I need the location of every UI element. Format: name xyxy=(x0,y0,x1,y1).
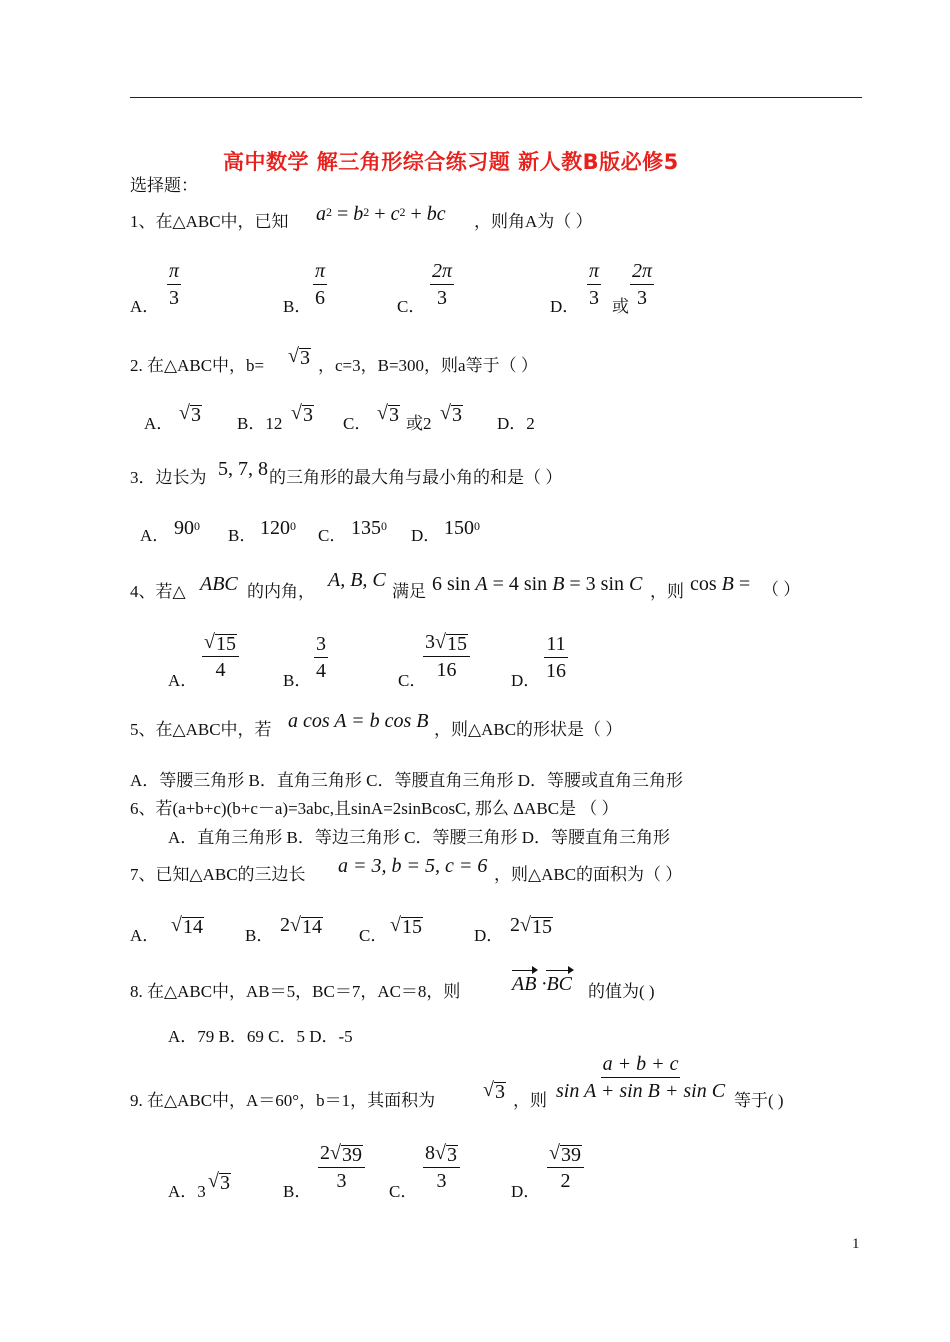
q4-stem-c: 满足 xyxy=(392,582,426,601)
q4-angles: A, B, C xyxy=(328,569,386,591)
q2-sqrt-c2: √ 3 xyxy=(440,402,462,426)
q7-option-c: C． xyxy=(359,926,388,945)
q9-stem-b: ，则 xyxy=(513,1091,547,1110)
q1-frac-c: $\frac{2\pi}{3}$ xyxy=(432,260,453,309)
q2-sqrt-b: √ 3 xyxy=(288,345,310,369)
q7-option-a: A． xyxy=(130,926,160,945)
q9-option-a: A．3 xyxy=(168,1182,206,1201)
q4-stem-b: 的内角， xyxy=(247,582,315,601)
q9-fraction: $\frac{a + b + c}{\text{sin A + sin B + sin C}}$ xyxy=(556,1053,726,1102)
q9-stem-c: 等于( ) xyxy=(734,1091,784,1110)
q1-equation: $a^2 = b^2 + c^2$ + bc xyxy=(316,203,446,225)
q4-stem-a: 4、若△ xyxy=(130,582,186,601)
q2-or: 或2 xyxy=(406,414,432,433)
q8-vectors: AB ·BC xyxy=(512,973,572,995)
q9-frac-c: 8 √ 3 3 xyxy=(423,1142,460,1192)
q3-option-b: B． xyxy=(228,526,257,545)
q1-frac-a: $\frac{\pi}{3}$ xyxy=(169,260,180,309)
q2-stem-a: 2. 在△ABC中，b= xyxy=(130,356,265,375)
q4-option-a: A． xyxy=(168,671,198,690)
q7-value-d: 2 √ 15 xyxy=(510,914,552,938)
q3-option-d: D． xyxy=(411,526,441,545)
q1-option-c: C． xyxy=(397,297,426,316)
q8-stem-b: 的值为( ) xyxy=(588,982,655,1001)
q8-stem-a: 8. 在△ABC中，AB＝5，BC＝7，AC＝8，则 xyxy=(130,982,461,1001)
q2-option-b: B．12 xyxy=(237,414,283,433)
q7-equation: a = 3, b = 5, c = 6 xyxy=(338,855,488,877)
q9-frac-d: √ 39 2 xyxy=(547,1142,584,1192)
q9-stem-a: 9. 在△ABC中，A＝60°，b＝1，其面积为 xyxy=(130,1091,436,1110)
q7-option-b: B． xyxy=(245,926,274,945)
q3-value-c: $135^0$ xyxy=(351,517,387,539)
q4-option-b: B． xyxy=(283,671,312,690)
q9-option-d: D． xyxy=(511,1182,541,1201)
q2-sqrt-c1: √ 3 xyxy=(377,402,399,426)
q1-option-d: D． xyxy=(550,297,580,316)
q3-option-a: A． xyxy=(140,526,170,545)
header-rule xyxy=(130,97,862,98)
q6-options: A．直角三角形 B．等边三角形 C．等腰三角形 D．等腰直角三角形 xyxy=(168,828,670,847)
q4-frac-c: 3 √ 15 16 xyxy=(423,631,470,681)
q4-triangle: ABC xyxy=(200,573,238,595)
q3-stem-b: 的三角形的最大角与最小角的和是（ ） xyxy=(269,468,563,487)
q3-option-c: C． xyxy=(318,526,347,545)
q1-frac-b: $\frac{\pi}{6}$ xyxy=(315,260,326,309)
q7-value-b: 2 √ 14 xyxy=(280,914,322,938)
q3-stem-a: 3．边长为 xyxy=(130,468,207,487)
q9-option-b: B． xyxy=(283,1182,312,1201)
page-number: 1 xyxy=(852,1236,860,1252)
q4-option-d: D． xyxy=(511,671,541,690)
section-label: 选择题： xyxy=(130,176,198,195)
q9-option-c: C． xyxy=(389,1182,418,1201)
q9-frac-b: 2 √ 39 3 xyxy=(318,1142,365,1192)
q4-stem-d: ，则 xyxy=(650,582,684,601)
q6-stem: 6、若(a+b+c)(b+c－a)=3abc,且sinA=2sinBcosC, 那么 ΔABC是 （ ） xyxy=(130,799,619,818)
q9-sqrt-a: √ 3 xyxy=(208,1170,230,1194)
q2-option-c: C． xyxy=(343,414,372,433)
q3-numbers: 5, 7, 8 xyxy=(218,458,268,480)
q3-value-d: $150^0$ xyxy=(444,517,480,539)
q4-option-c: C． xyxy=(398,671,427,690)
q5-equation: a cos A = b cos B xyxy=(288,710,429,732)
q9-sqrt-area: √ 3 xyxy=(483,1079,505,1103)
q7-sqrt-a: √ 14 xyxy=(171,914,203,938)
q4-paren: （ ） xyxy=(762,580,801,599)
q4-frac-d: $\frac{11}{16}$ xyxy=(546,633,566,682)
q3-value-a: $90^0$ xyxy=(174,517,200,539)
q1-or: 或 xyxy=(612,297,629,316)
q7-stem-b: ，则△ABC的面积为（ ） xyxy=(494,865,683,884)
q2-sqrt-a: √ 3 xyxy=(179,402,201,426)
q7-stem-a: 7、已知△ABC的三边长 xyxy=(130,865,306,884)
q4-equation: 6 sin A = 4 sin B = 3 sin C xyxy=(432,573,643,595)
q1-option-a: A． xyxy=(130,297,160,316)
q4-cos-b: cos B = xyxy=(690,573,751,595)
q1-stem-a: 1、在△ABC中，已知 xyxy=(130,212,289,231)
q2-option-a: A． xyxy=(144,414,174,433)
q2-sqrt-b-opt: √ 3 xyxy=(291,402,313,426)
q3-value-b: $120^0$ xyxy=(260,517,296,539)
q7-option-d: D． xyxy=(474,926,504,945)
q5-stem-b: ，则△ABC的形状是（ ） xyxy=(434,720,623,739)
q1-stem-b: ，则角A为（ ） xyxy=(474,212,593,231)
q8-options: A．79 B．69 C．5 D．-5 xyxy=(168,1027,353,1046)
q4-frac-b: $\frac{3}{4}$ xyxy=(316,633,326,682)
q1-frac-d1: $\frac{\pi}{3}$ xyxy=(589,260,600,309)
page-title: 高中数学 解三角形综合练习题 新人教B版必修5 xyxy=(223,150,679,174)
q5-options: A．等腰三角形 B．直角三角形 C．等腰直角三角形 D．等腰或直角三角形 xyxy=(130,771,683,790)
q2-stem-b: ，c=3，B=300，则a等于（ ） xyxy=(318,356,538,375)
q7-sqrt-c: √ 15 xyxy=(390,914,422,938)
q2-option-d: D．2 xyxy=(497,414,535,433)
q1-frac-d2: $\frac{2\pi}{3}$ xyxy=(632,260,653,309)
q1-option-b: B． xyxy=(283,297,312,316)
q4-frac-a: √ 15 4 xyxy=(202,631,239,681)
q5-stem-a: 5、在△ABC中，若 xyxy=(130,720,272,739)
